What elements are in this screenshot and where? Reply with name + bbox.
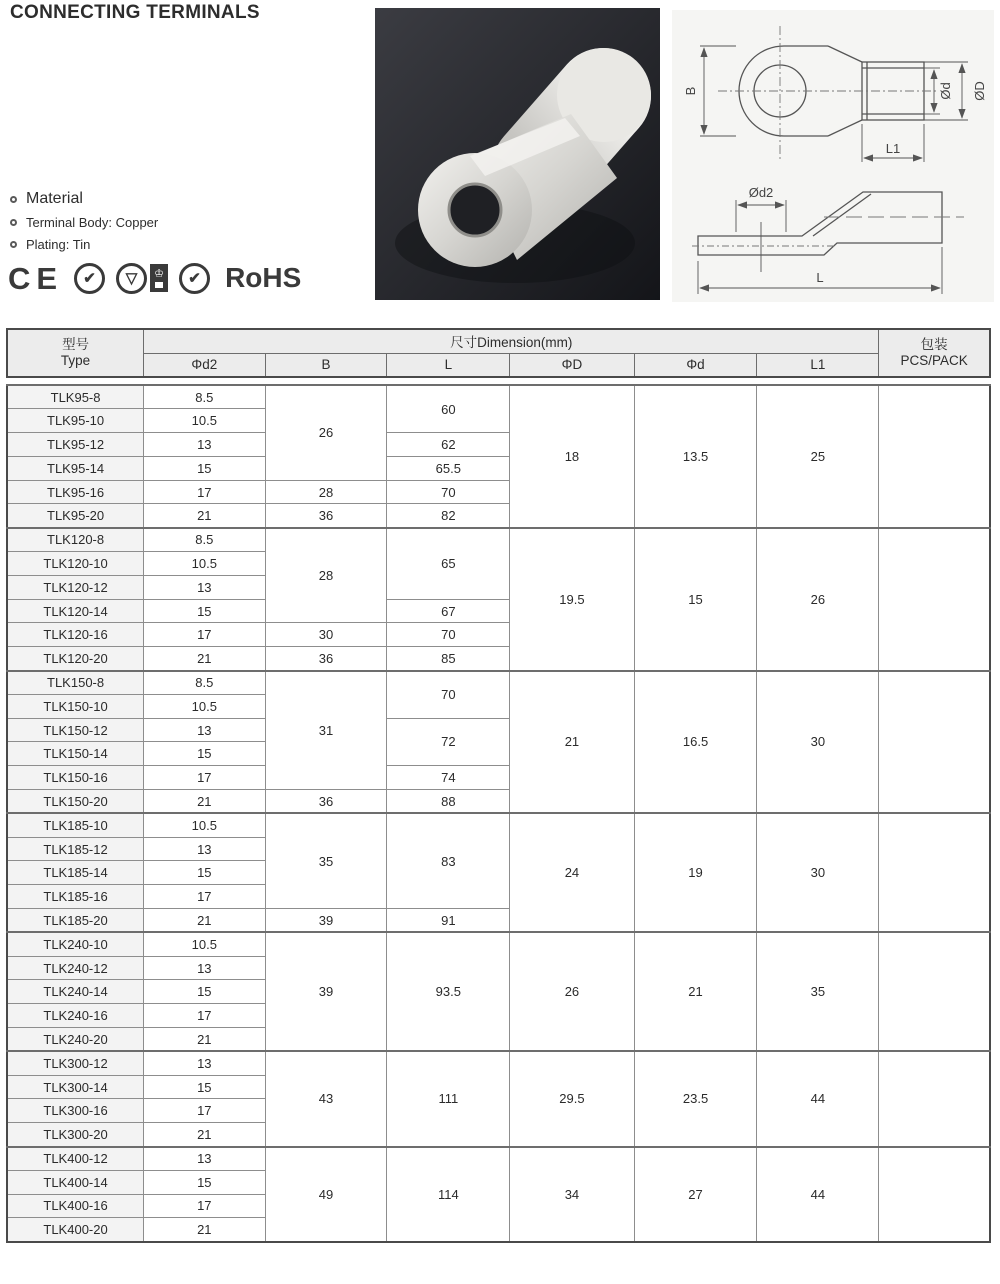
value-cell-B: 43 [265, 1051, 387, 1146]
value-cell-L: 65 [387, 528, 510, 599]
value-cell-L: 93.5 [387, 932, 510, 1051]
value-cell-d2: 13 [144, 433, 265, 457]
dim-label-L1: L1 [885, 141, 901, 156]
value-cell-pack [879, 1051, 990, 1146]
value-cell-d2: 21 [144, 1123, 265, 1147]
header-col-d2: Φd2 [144, 353, 265, 377]
value-cell-L: 72 [387, 718, 510, 766]
spec-table [6, 384, 991, 1243]
value-cell-d2: 10.5 [144, 409, 265, 433]
value-cell-d2: 21 [144, 647, 265, 671]
value-cell-d2: 21 [144, 1028, 265, 1052]
value-cell-d2: 13 [144, 1051, 265, 1075]
value-cell-L: 70 [387, 480, 510, 504]
type-cell: TLK240-14 [7, 980, 144, 1004]
header-type-zh: 型号 [62, 336, 90, 352]
header-col-d: Φd [634, 353, 757, 377]
table-row [7, 1051, 990, 1075]
value-cell-d2: 10.5 [144, 552, 265, 576]
type-cell: TLK240-10 [7, 932, 144, 956]
technical-drawings [672, 10, 994, 302]
type-cell: TLK240-20 [7, 1028, 144, 1052]
value-cell-d2: 17 [144, 1194, 265, 1218]
type-cell: TLK300-16 [7, 1099, 144, 1123]
type-cell: TLK400-14 [7, 1170, 144, 1194]
material-item-row [10, 237, 158, 252]
type-cell: TLK185-14 [7, 861, 144, 885]
type-cell: TLK120-14 [7, 599, 144, 623]
type-cell: TLK150-14 [7, 742, 144, 766]
header-col-L1: L1 [757, 353, 879, 377]
header-dimension: 尺寸Dimension(mm) [144, 329, 879, 353]
type-cell: TLK240-16 [7, 1004, 144, 1028]
value-cell-d: 13.5 [634, 385, 757, 528]
value-cell-B: 39 [265, 932, 387, 1051]
value-cell-d2: 15 [144, 861, 265, 885]
table-row [7, 671, 990, 695]
header-pack-en: PCS/PACK [900, 353, 968, 368]
value-cell-B: 35 [265, 813, 387, 908]
iso-cert-icon: ▽ [116, 263, 147, 294]
value-cell-pack [879, 528, 990, 671]
header-type [7, 329, 144, 377]
value-cell-L: 83 [387, 813, 510, 908]
material-heading-row [10, 190, 158, 208]
type-cell: TLK150-10 [7, 694, 144, 718]
type-cell: TLK150-8 [7, 671, 144, 695]
type-cell: TLK150-20 [7, 790, 144, 814]
header-col-D: ΦD [510, 353, 634, 377]
rohs-label: RoHS [225, 262, 302, 293]
terminal-lug-photo-illustration [375, 8, 660, 300]
spec-table-body [7, 385, 990, 1242]
type-cell: TLK95-10 [7, 409, 144, 433]
value-cell-L: 62 [387, 433, 510, 457]
value-cell-d2: 17 [144, 1004, 265, 1028]
product-photo [375, 8, 660, 300]
value-cell-d2: 10.5 [144, 694, 265, 718]
page-title: CONNECTING TERMINALS [10, 2, 260, 23]
value-cell-D: 29.5 [510, 1051, 634, 1146]
header-type-en: Type [60, 353, 91, 368]
value-cell-B: 49 [265, 1147, 387, 1242]
value-cell-D: 18 [510, 385, 634, 528]
type-cell: TLK300-14 [7, 1075, 144, 1099]
value-cell-d2: 21 [144, 504, 265, 528]
type-cell: TLK185-20 [7, 909, 144, 933]
value-cell-d: 23.5 [634, 1051, 757, 1146]
value-cell-d2: 13 [144, 956, 265, 980]
value-cell-d2: 15 [144, 456, 265, 480]
value-cell-d2: 17 [144, 885, 265, 909]
weee-cert-icon: ✔ [74, 263, 105, 294]
type-cell: TLK95-16 [7, 480, 144, 504]
value-cell-d: 15 [634, 528, 757, 671]
type-cell: TLK150-12 [7, 718, 144, 742]
value-cell-L1: 30 [757, 813, 879, 932]
dim-label-oD: ØD [972, 81, 987, 101]
value-cell-pack [879, 1147, 990, 1242]
type-cell: TLK95-12 [7, 433, 144, 457]
bullet-icon [10, 241, 17, 248]
value-cell-L1: 25 [757, 385, 879, 528]
value-cell-d2: 21 [144, 1218, 265, 1242]
material-item-row [10, 215, 158, 230]
type-cell: TLK400-16 [7, 1194, 144, 1218]
type-cell: TLK95-20 [7, 504, 144, 528]
value-cell-d: 16.5 [634, 671, 757, 814]
spec-table-header [6, 328, 991, 378]
value-cell-L1: 26 [757, 528, 879, 671]
type-cell: TLK95-8 [7, 385, 144, 409]
value-cell-L: 67 [387, 599, 510, 623]
sgs-cert-icon: ✔ [179, 263, 210, 294]
value-cell-B: 28 [265, 528, 387, 623]
value-cell-d2: 17 [144, 1099, 265, 1123]
value-cell-d2: 17 [144, 623, 265, 647]
value-cell-L1: 44 [757, 1147, 879, 1242]
type-cell: TLK120-20 [7, 647, 144, 671]
value-cell-d2: 13 [144, 1147, 265, 1171]
type-cell: TLK185-10 [7, 813, 144, 837]
value-cell-d: 21 [634, 932, 757, 1051]
value-cell-d2: 15 [144, 599, 265, 623]
material-heading: Material [26, 190, 83, 207]
material-item-plating: Plating: Tin [26, 237, 91, 252]
header-pack-zh: 包装 [920, 336, 948, 352]
dim-label-od2: Ød2 [748, 185, 774, 200]
value-cell-D: 19.5 [510, 528, 634, 671]
value-cell-L1: 44 [757, 1051, 879, 1146]
value-cell-B: 39 [265, 909, 387, 933]
value-cell-d: 19 [634, 813, 757, 932]
dim-label-L: L [816, 270, 824, 285]
value-cell-d2: 8.5 [144, 528, 265, 552]
type-cell: TLK120-10 [7, 552, 144, 576]
value-cell-pack [879, 932, 990, 1051]
drawing-front-view [672, 10, 994, 176]
value-cell-L: 85 [387, 647, 510, 671]
type-cell: TLK240-12 [7, 956, 144, 980]
type-cell: TLK300-12 [7, 1051, 144, 1075]
table-row [7, 813, 990, 837]
value-cell-L: 91 [387, 909, 510, 933]
value-cell-D: 24 [510, 813, 634, 932]
value-cell-d2: 10.5 [144, 813, 265, 837]
header-col-B: B [265, 353, 387, 377]
bullet-icon [10, 219, 17, 226]
type-cell: TLK185-16 [7, 885, 144, 909]
type-cell: TLK185-12 [7, 837, 144, 861]
header-pack [879, 329, 990, 377]
value-cell-L: 70 [387, 623, 510, 647]
table-row [7, 1147, 990, 1171]
value-cell-d: 27 [634, 1147, 757, 1242]
type-cell: TLK150-16 [7, 766, 144, 790]
type-cell: TLK300-20 [7, 1123, 144, 1147]
table-row [7, 528, 990, 552]
header-col-L: L [387, 353, 510, 377]
type-cell: TLK400-20 [7, 1218, 144, 1242]
type-cell: TLK120-16 [7, 623, 144, 647]
value-cell-L1: 35 [757, 932, 879, 1051]
type-cell: TLK120-8 [7, 528, 144, 552]
value-cell-d2: 15 [144, 980, 265, 1004]
value-cell-d2: 21 [144, 909, 265, 933]
value-cell-d2: 13 [144, 575, 265, 599]
value-cell-L: 65.5 [387, 456, 510, 480]
value-cell-D: 34 [510, 1147, 634, 1242]
value-cell-d2: 17 [144, 480, 265, 504]
value-cell-B: 26 [265, 385, 387, 480]
value-cell-L: 70 [387, 671, 510, 719]
value-cell-B: 30 [265, 623, 387, 647]
material-section [10, 190, 158, 259]
material-item-body: Terminal Body: Copper [26, 215, 159, 230]
value-cell-d2: 8.5 [144, 385, 265, 409]
value-cell-L: 74 [387, 766, 510, 790]
value-cell-pack [879, 671, 990, 814]
bullet-icon [10, 196, 17, 203]
value-cell-d2: 15 [144, 1075, 265, 1099]
dim-label-B: B [683, 86, 698, 96]
value-cell-pack [879, 385, 990, 528]
value-cell-L1: 30 [757, 671, 879, 814]
value-cell-B: 31 [265, 671, 387, 790]
value-cell-L: 60 [387, 385, 510, 433]
value-cell-L: 114 [387, 1147, 510, 1242]
ukas-cert-icon: ♔ [150, 264, 168, 292]
value-cell-L: 88 [387, 790, 510, 814]
dim-label-od: Ød [938, 82, 953, 100]
certifications-row [8, 258, 301, 298]
type-cell: TLK120-12 [7, 575, 144, 599]
value-cell-L: 111 [387, 1051, 510, 1146]
value-cell-d2: 13 [144, 837, 265, 861]
value-cell-d2: 15 [144, 1170, 265, 1194]
value-cell-B: 36 [265, 647, 387, 671]
table-row [7, 385, 990, 409]
value-cell-pack [879, 813, 990, 932]
value-cell-d2: 10.5 [144, 932, 265, 956]
value-cell-d2: 17 [144, 766, 265, 790]
value-cell-B: 36 [265, 504, 387, 528]
spec-table-area [6, 328, 991, 1243]
value-cell-L: 82 [387, 504, 510, 528]
type-cell: TLK400-12 [7, 1147, 144, 1171]
ce-mark-icon: CE [8, 260, 64, 296]
value-cell-B: 28 [265, 480, 387, 504]
type-cell: TLK95-14 [7, 456, 144, 480]
value-cell-d2: 8.5 [144, 671, 265, 695]
value-cell-D: 26 [510, 932, 634, 1051]
value-cell-d2: 15 [144, 742, 265, 766]
value-cell-B: 36 [265, 790, 387, 814]
value-cell-D: 21 [510, 671, 634, 814]
value-cell-d2: 13 [144, 718, 265, 742]
table-row [7, 932, 990, 956]
value-cell-d2: 21 [144, 790, 265, 814]
drawing-side-view [672, 176, 994, 302]
